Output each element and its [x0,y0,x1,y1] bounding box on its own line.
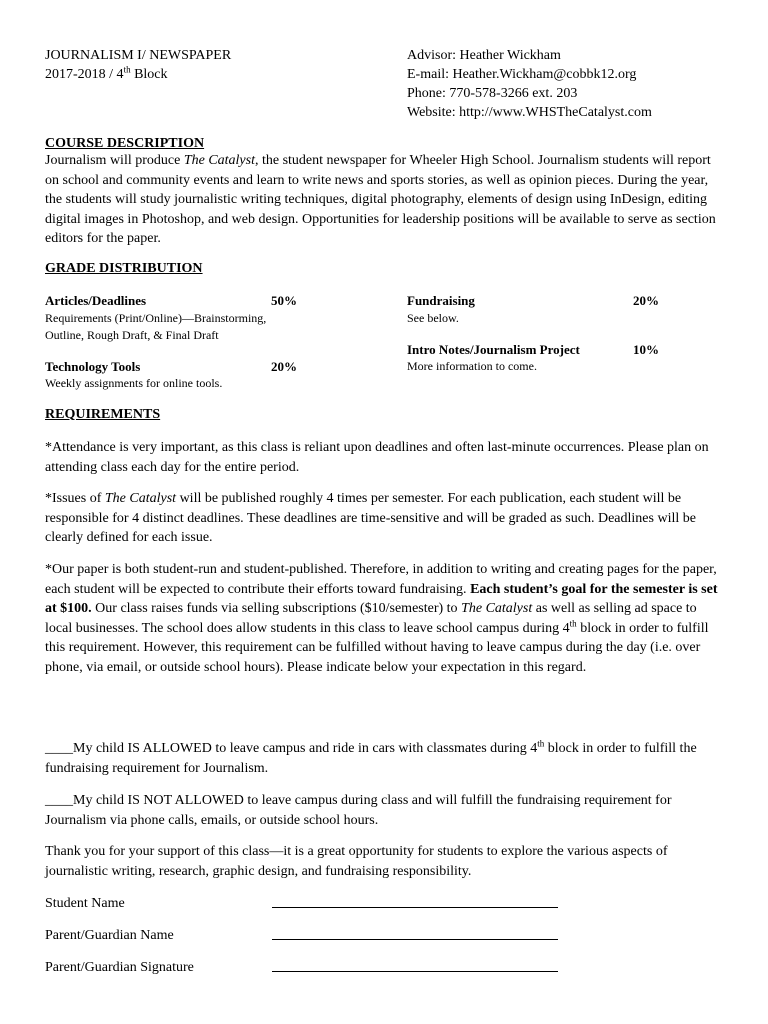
advisor-phone: Phone: 770-578-3266 ext. 203 [407,86,578,101]
requirements-heading: REQUIREMENTS [45,407,161,422]
grade-item-pct: 20% [271,359,297,374]
grade-item-pct: 20% [633,293,659,308]
grade-item-title: Intro Notes/Journalism Project [407,342,580,357]
permission-not-allowed[interactable]: ____My child IS NOT ALLOWED to leave campus during class and will fulfill the fundraising requirement for Journalism via phone calls, emails, or outside school hours. [45,793,672,828]
grade-item-desc: Weekly assignments for online tools. [45,376,223,390]
requirements-fundraising: *Our paper is both student-run and student-published. Therefore, in addition to writing and creating pages for the paper, each student will be expected to contribute their efforts toward fundraising. Each student’s goal for the semester is set at $100. Our class raises funds via selling subscriptions ($10/semester) to The Catalyst as well as selling ad space to local businesses. The school does allow students in this class to leave school campus during 4th block in order to fulfill this requirement. However, this requirement can be fulfilled without having to leave campus during the day (i.e. over phone, via email, or outside school hours). Please indicate below your expectation in this regard. [45,562,718,675]
course-description-text: Journalism will produce The Catalyst, the student newspaper for Wheeler High School. Journalism students will report on school and community events and learn to write news and sports stories, as well as opinion pieces. During the year, the students will study journalistic writing techniques, digital photography, elements of design using InDesign, editing digital images in Photoshop, and web design. Opportunities for leadership positions will be available to serve as section editors for the paper. [45,153,716,246]
signature-line-guardian-signature[interactable] [272,971,558,972]
grade-item-desc: More information to come. [407,359,537,373]
signature-label-guardian-name: Parent/Guardian Name [45,928,174,943]
thank-you-text: Thank you for your support of this class—it is a great opportunity for students to explore the various aspects of journalistic writing, research, graphic design, and fundraising responsibility. [45,844,668,879]
signature-label-student-name: Student Name [45,896,125,911]
course-description-heading: COURSE DESCRIPTION [45,136,205,151]
course-title: JOURNALISM I/ NEWSPAPER [45,48,232,63]
grade-item-title: Technology Tools [45,359,141,374]
requirements-attendance: *Attendance is very important, as this class is reliant upon deadlines and often last-minute occurrences. Please plan on attending class each day for the entire period. [45,440,709,475]
grade-item-desc: Requirements (Print/Online)—Brainstorming, Outline, Rough Draft, & Final Draft [45,311,267,342]
advisor: Advisor: Heather Wickham [407,48,561,63]
signature-line-guardian-name[interactable] [272,939,558,940]
grade-item-desc: See below. [407,311,459,325]
grade-item-pct: 10% [633,342,659,357]
grade-item-pct: 50% [271,293,297,308]
grade-item-title: Articles/Deadlines [45,293,147,308]
signature-label-guardian-signature: Parent/Guardian Signature [45,960,194,975]
grade-distribution-heading: GRADE DISTRIBUTION [45,261,203,276]
advisor-email: E-mail: Heather.Wickham@cobbk12.org [407,67,637,82]
requirements-issues: *Issues of The Catalyst will be published roughly 4 times per semester. For each publication, each student will be responsible for 4 distinct deadlines. These deadlines are time-sensitive and will be graded as such. Deadlines will be clearly defined for each issue. [45,491,696,545]
grade-item-title: Fundraising [407,293,475,308]
advisor-website: Website: http://www.WHSTheCatalyst.com [407,105,652,120]
course-year-block: 2017-2018 / 4th Block [45,64,168,82]
permission-allowed[interactable]: ____My child IS ALLOWED to leave campus and ride in cars with classmates during 4th block in order to fulfill the fundraising requirement for Journalism. [45,738,697,776]
signature-line-student-name[interactable] [272,907,558,908]
